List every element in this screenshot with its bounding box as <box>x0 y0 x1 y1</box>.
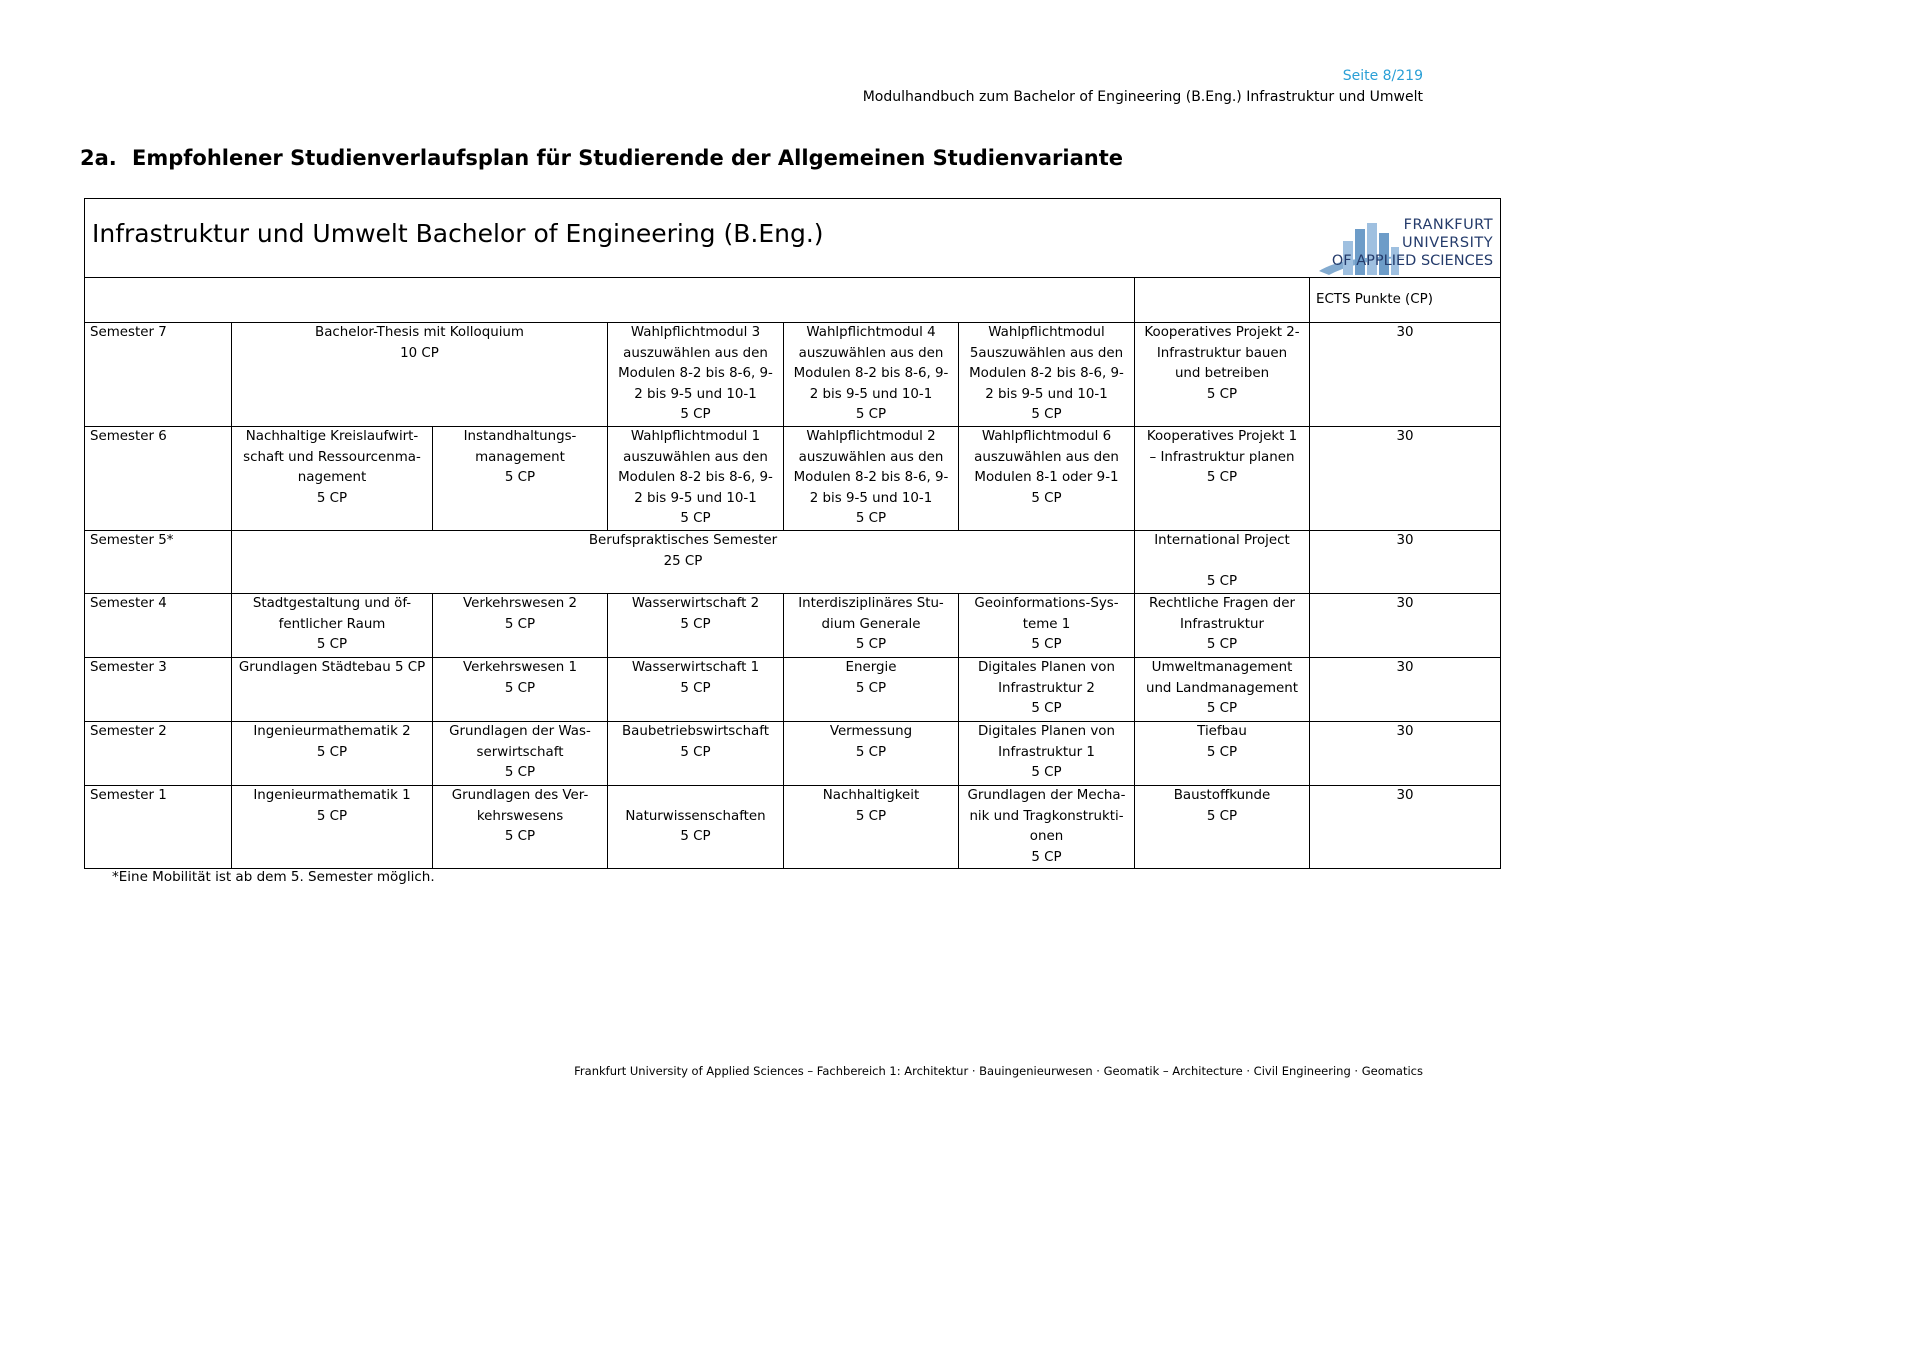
ects-cell: 30 <box>1310 658 1501 722</box>
module-cell: Wahlpflichtmodul 6 auszuwählen aus den Modulen 8-1 oder 9-1 5 CP <box>959 427 1135 531</box>
table-row <box>85 427 1501 531</box>
module-cell: Grundlagen der Mecha- nik und Tragkonstrukti- onen 5 CP <box>959 786 1135 869</box>
page-footer: Frankfurt University of Applied Sciences – Fachbereich 1: Architektur · Bauingenieurwesen · Geomatik – Architecture · Civil Engineering · Geomatics <box>574 1064 1423 1078</box>
module-cell: Grundlagen Städtebau 5 CP <box>232 658 433 722</box>
module-cell: Nachhaltigkeit 5 CP <box>784 786 959 869</box>
module-cell: Wahlpflichtmodul 2 auszuwählen aus den Modulen 8-2 bis 8-6, 9- 2 bis 9-5 und 10-1 5 CP <box>784 427 959 531</box>
ects-cell: 30 <box>1310 594 1501 658</box>
ects-header-row <box>85 278 1501 323</box>
section-title: Empfohlener Studienverlaufsplan für Studierende der Allgemeinen Studienvariante <box>132 146 1123 170</box>
logo-text <box>1332 216 1493 270</box>
footnote: *Eine Mobilität ist ab dem 5. Semester möglich. <box>112 869 435 885</box>
ects-cell: 30 <box>1310 786 1501 869</box>
semester-label: Semester 1 <box>85 786 232 869</box>
document-title: Modulhandbuch zum Bachelor of Engineering (B.Eng.) Infrastruktur und Umwelt <box>862 89 1423 105</box>
semester-label: Semester 5* <box>85 531 232 594</box>
module-cell: Grundlagen des Ver- kehrswesens 5 CP <box>433 786 608 869</box>
table-row <box>85 786 1501 869</box>
module-cell: Digitales Planen von Infrastruktur 2 5 CP <box>959 658 1135 722</box>
module-cell: Umweltmanagement und Landmanagement 5 CP <box>1135 658 1310 722</box>
module-cell: Digitales Planen von Infrastruktur 1 5 CP <box>959 722 1135 786</box>
logo-line-3: OF APPLIED SCIENCES <box>1331 253 1494 269</box>
study-plan-table <box>84 198 1501 869</box>
logo-line-1: FRANKFURT <box>1403 217 1494 233</box>
semester-label: Semester 4 <box>85 594 232 658</box>
university-logo <box>1315 200 1493 274</box>
module-cell: Nachhaltige Kreislaufwirt- schaft und Ressourcenma- nagement 5 CP <box>232 427 433 531</box>
module-cell: Energie 5 CP <box>784 658 959 722</box>
table-row <box>85 594 1501 658</box>
module-cell: Rechtliche Fragen der Infrastruktur 5 CP <box>1135 594 1310 658</box>
program-title: Infrastruktur und Umwelt Bachelor of Engineering (B.Eng.) <box>92 219 824 248</box>
semester-label: Semester 3 <box>85 658 232 722</box>
module-cell: Interdisziplinäres Stu- dium Generale 5 CP <box>784 594 959 658</box>
table-title-row <box>85 199 1501 278</box>
module-cell: Tiefbau 5 CP <box>1135 722 1310 786</box>
module-cell: Wahlpflichtmodul 5auszuwählen aus den Modulen 8-2 bis 8-6, 9- 2 bis 9-5 und 10-1 5 CP <box>959 323 1135 427</box>
module-cell: Naturwissenschaften 5 CP <box>608 786 784 869</box>
semester-label: Semester 2 <box>85 722 232 786</box>
logo-line-2: UNIVERSITY <box>1401 235 1494 251</box>
module-cell: Baubetriebswirtschaft 5 CP <box>608 722 784 786</box>
module-cell: Wahlpflichtmodul 3 auszuwählen aus den Modulen 8-2 bis 8-6, 9- 2 bis 9-5 und 10-1 5 CP <box>608 323 784 427</box>
ects-cell: 30 <box>1310 722 1501 786</box>
ects-cell: 30 <box>1310 427 1501 531</box>
module-cell: Grundlagen der Was- serwirtschaft 5 CP <box>433 722 608 786</box>
ects-header-label: ECTS Punkte (CP) <box>1310 278 1501 323</box>
module-cell: Ingenieurmathematik 2 5 CP <box>232 722 433 786</box>
section-heading <box>80 146 1123 170</box>
module-cell: Bachelor-Thesis mit Kolloquium 10 CP <box>232 323 608 427</box>
table-row <box>85 323 1501 427</box>
module-cell: Geoinformations-Sys- teme 1 5 CP <box>959 594 1135 658</box>
ects-cell: 30 <box>1310 531 1501 594</box>
module-cell: Wahlpflichtmodul 4 auszuwählen aus den Modulen 8-2 bis 8-6, 9- 2 bis 9-5 und 10-1 5 CP <box>784 323 959 427</box>
module-cell: Vermessung 5 CP <box>784 722 959 786</box>
module-cell: Berufspraktisches Semester 25 CP <box>232 531 1135 594</box>
table-row <box>85 722 1501 786</box>
semester-label: Semester 6 <box>85 427 232 531</box>
table-title-cell <box>85 199 1501 278</box>
module-cell: Wahlpflichtmodul 1 auszuwählen aus den Modulen 8-2 bis 8-6, 9- 2 bis 9-5 und 10-1 5 CP <box>608 427 784 531</box>
section-number: 2a. <box>80 146 117 170</box>
module-cell: Wasserwirtschaft 2 5 CP <box>608 594 784 658</box>
module-cell: Instandhaltungs- management 5 CP <box>433 427 608 531</box>
page-number: Seite 8/219 <box>1342 68 1423 84</box>
header-empty-cell <box>85 278 1135 323</box>
header-empty-cell <box>1135 278 1310 323</box>
semester-label: Semester 7 <box>85 323 232 427</box>
module-cell: Ingenieurmathematik 1 5 CP <box>232 786 433 869</box>
module-cell: Wasserwirtschaft 1 5 CP <box>608 658 784 722</box>
table-row <box>85 658 1501 722</box>
module-cell: Verkehrswesen 1 5 CP <box>433 658 608 722</box>
page-header <box>863 66 1423 108</box>
module-cell: Baustoffkunde 5 CP <box>1135 786 1310 869</box>
module-cell: Kooperatives Projekt 1 – Infrastruktur planen 5 CP <box>1135 427 1310 531</box>
module-cell: International Project 5 CP <box>1135 531 1310 594</box>
module-cell: Kooperatives Projekt 2- Infrastruktur bauen und betreiben 5 CP <box>1135 323 1310 427</box>
module-cell: Stadtgestaltung und öf- fentlicher Raum 5 CP <box>232 594 433 658</box>
ects-cell: 30 <box>1310 323 1501 427</box>
module-cell: Verkehrswesen 2 5 CP <box>433 594 608 658</box>
table-row <box>85 531 1501 594</box>
